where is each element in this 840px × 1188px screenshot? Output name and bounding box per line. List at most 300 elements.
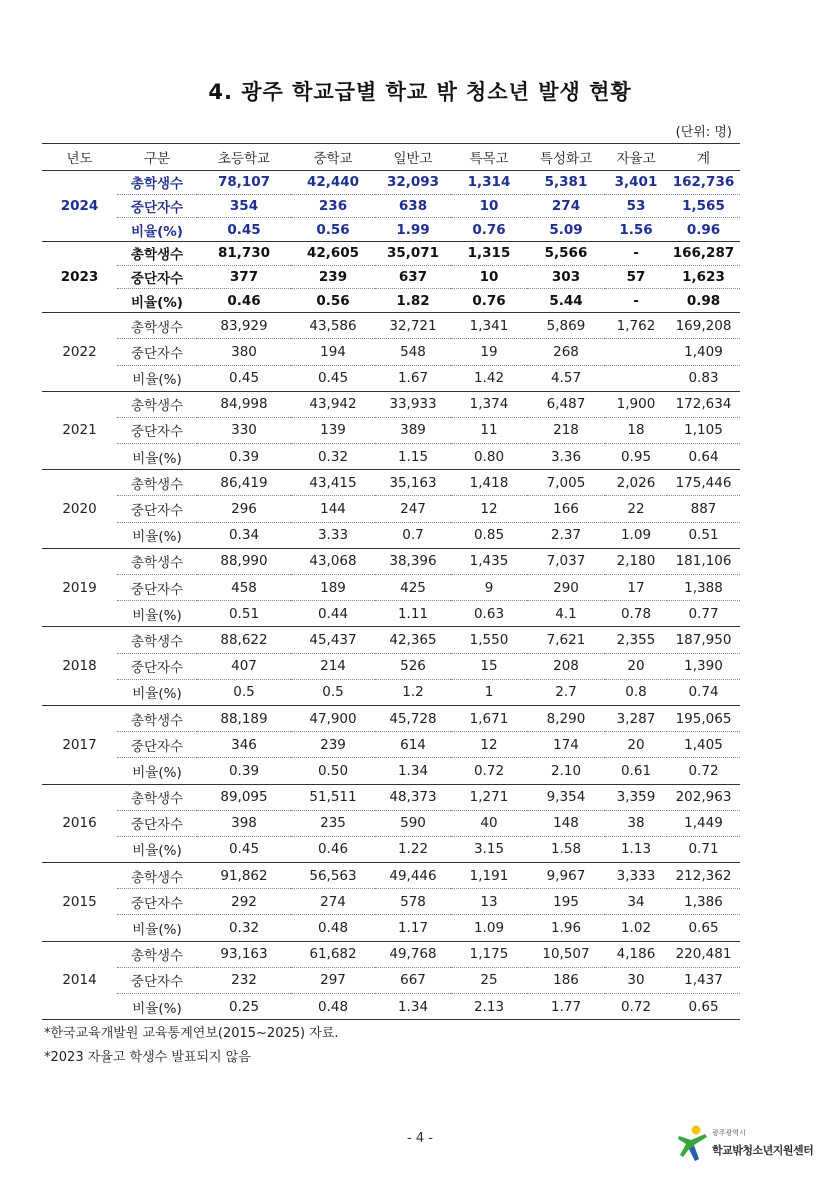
cell-middle: 0.48: [291, 994, 375, 1020]
table-row: [42, 242, 740, 266]
year-cell: 2022: [42, 313, 117, 392]
year-group-2018: [42, 627, 740, 706]
header-special-purpose-high: 특목고: [451, 144, 527, 171]
unit-label: (단위: 명): [675, 125, 732, 140]
cell-autonomous-high: 20: [605, 732, 667, 758]
cell-special-purpose-high: 9: [451, 575, 527, 601]
cell-elementary: 330: [197, 417, 291, 443]
cell-elementary: 0.32: [197, 915, 291, 941]
year-group-2016: [42, 784, 740, 863]
cell-general-high: 578: [375, 889, 451, 915]
cell-special-purpose-high: 1,418: [451, 470, 527, 496]
cell-middle: 0.5: [291, 679, 375, 705]
cell-general-high: 35,163: [375, 470, 451, 496]
row-label-dropouts: 중단자수: [117, 265, 197, 289]
row-label-ratio: 비율(%): [117, 365, 197, 391]
header-year: 년도: [42, 144, 117, 171]
cell-autonomous-high: 0.78: [605, 601, 667, 627]
row-label-ratio: 비율(%): [117, 679, 197, 705]
cell-general-high: 1.82: [375, 289, 451, 313]
cell-special-purpose-high: 0.63: [451, 601, 527, 627]
cell-elementary: 91,862: [197, 863, 291, 889]
cell-total: 181,106: [667, 548, 740, 574]
cell-vocational-high: 4.1: [527, 601, 605, 627]
cell-total: 1,105: [667, 417, 740, 443]
table-row: [42, 732, 740, 758]
cell-elementary: 0.51: [197, 601, 291, 627]
cell-total: 0.65: [667, 994, 740, 1020]
cell-vocational-high: 7,621: [527, 627, 605, 653]
row-label-total-students: 총학생수: [117, 784, 197, 810]
cell-special-purpose-high: 1,271: [451, 784, 527, 810]
cell-special-purpose-high: 12: [451, 732, 527, 758]
cell-middle: 43,068: [291, 548, 375, 574]
cell-autonomous-high: -: [605, 289, 667, 313]
table-row: [42, 627, 740, 653]
row-label-total-students: 총학생수: [117, 863, 197, 889]
cell-vocational-high: 208: [527, 653, 605, 679]
year-cell: 2020: [42, 470, 117, 549]
cell-autonomous-high: 3,401: [605, 171, 667, 195]
cell-general-high: 42,365: [375, 627, 451, 653]
center-logo: [676, 1122, 816, 1166]
cell-autonomous-high: 17: [605, 575, 667, 601]
table-row: [42, 313, 740, 339]
cell-total: 1,405: [667, 732, 740, 758]
header-general-high: 일반고: [375, 144, 451, 171]
footnote-source: *한국교육개발원 교육통계연보(2015~2025) 자료.: [44, 1026, 339, 1041]
cell-special-purpose-high: 1.42: [451, 365, 527, 391]
cell-middle: 144: [291, 496, 375, 522]
cell-middle: 0.56: [291, 289, 375, 313]
row-label-total-students: 총학생수: [117, 941, 197, 967]
year-group-2020: [42, 470, 740, 549]
cell-vocational-high: 268: [527, 339, 605, 365]
cell-special-purpose-high: 1.09: [451, 915, 527, 941]
cell-elementary: 380: [197, 339, 291, 365]
cell-total: 887: [667, 496, 740, 522]
cell-middle: 61,682: [291, 941, 375, 967]
cell-middle: 0.48: [291, 915, 375, 941]
cell-total: 0.96: [667, 218, 740, 242]
cell-middle: 239: [291, 732, 375, 758]
dropout-stats-table: [42, 143, 740, 1020]
cell-middle: 139: [291, 417, 375, 443]
row-label-ratio: 비율(%): [117, 289, 197, 313]
cell-vocational-high: 195: [527, 889, 605, 915]
cell-general-high: 637: [375, 265, 451, 289]
cell-total: 172,634: [667, 391, 740, 417]
cell-vocational-high: 303: [527, 265, 605, 289]
cell-special-purpose-high: 12: [451, 496, 527, 522]
cell-general-high: 526: [375, 653, 451, 679]
cell-vocational-high: 5,381: [527, 171, 605, 195]
cell-autonomous-high: 0.72: [605, 994, 667, 1020]
cell-middle: 56,563: [291, 863, 375, 889]
cell-autonomous-high: 38: [605, 810, 667, 836]
table-row: [42, 218, 740, 242]
row-label-ratio: 비율(%): [117, 915, 197, 941]
row-label-ratio: 비율(%): [117, 836, 197, 862]
cell-middle: 239: [291, 265, 375, 289]
cell-elementary: 354: [197, 194, 291, 218]
table-row: [42, 863, 740, 889]
table-row: [42, 836, 740, 862]
cell-autonomous-high: 1.09: [605, 522, 667, 548]
cell-total: 1,390: [667, 653, 740, 679]
cell-vocational-high: 166: [527, 496, 605, 522]
cell-total: 169,208: [667, 313, 740, 339]
cell-middle: 0.44: [291, 601, 375, 627]
row-label-total-students: 총학생수: [117, 705, 197, 731]
cell-vocational-high: 174: [527, 732, 605, 758]
cell-general-high: 32,721: [375, 313, 451, 339]
cell-special-purpose-high: 11: [451, 417, 527, 443]
cell-elementary: 0.45: [197, 365, 291, 391]
table-row: [42, 758, 740, 784]
cell-vocational-high: 5.09: [527, 218, 605, 242]
cell-elementary: 78,107: [197, 171, 291, 195]
cell-total: 0.65: [667, 915, 740, 941]
cell-autonomous-high: 30: [605, 967, 667, 993]
cell-total: 1,623: [667, 265, 740, 289]
table-row: [42, 915, 740, 941]
year-group-2014: [42, 941, 740, 1020]
cell-autonomous-high: 4,186: [605, 941, 667, 967]
year-cell: 2014: [42, 941, 117, 1020]
cell-general-high: 35,071: [375, 242, 451, 266]
cell-special-purpose-high: 0.80: [451, 444, 527, 470]
row-label-dropouts: 중단자수: [117, 967, 197, 993]
page-number: - 4 -: [407, 1131, 433, 1146]
cell-total: 195,065: [667, 705, 740, 731]
row-label-dropouts: 중단자수: [117, 889, 197, 915]
cell-vocational-high: 6,487: [527, 391, 605, 417]
row-label-total-students: 총학생수: [117, 548, 197, 574]
cell-total: 1,409: [667, 339, 740, 365]
runner-icon: [676, 1124, 710, 1164]
cell-general-high: 1.22: [375, 836, 451, 862]
year-group-2024: [42, 171, 740, 242]
cell-vocational-high: 7,005: [527, 470, 605, 496]
cell-elementary: 88,189: [197, 705, 291, 731]
cell-autonomous-high: 34: [605, 889, 667, 915]
row-label-total-students: 총학생수: [117, 171, 197, 195]
table-row: [42, 941, 740, 967]
cell-general-high: 0.7: [375, 522, 451, 548]
cell-elementary: 398: [197, 810, 291, 836]
year-group-2023: [42, 242, 740, 313]
page-title: 4. 광주 학교급별 학교 밖 청소년 발생 현황: [208, 80, 632, 104]
cell-vocational-high: 290: [527, 575, 605, 601]
row-label-dropouts: 중단자수: [117, 810, 197, 836]
header-middle: 중학교: [291, 144, 375, 171]
table-row: [42, 679, 740, 705]
cell-vocational-high: 2.37: [527, 522, 605, 548]
table-row: [42, 339, 740, 365]
cell-special-purpose-high: 40: [451, 810, 527, 836]
header-total: 계: [667, 144, 740, 171]
cell-middle: 235: [291, 810, 375, 836]
cell-autonomous-high: 1.13: [605, 836, 667, 862]
table-row: [42, 784, 740, 810]
cell-elementary: 86,419: [197, 470, 291, 496]
cell-total: 0.77: [667, 601, 740, 627]
cell-autonomous-high: 2,355: [605, 627, 667, 653]
cell-vocational-high: 5,566: [527, 242, 605, 266]
year-group-2021: [42, 391, 740, 470]
cell-middle: 43,942: [291, 391, 375, 417]
cell-total: 1,437: [667, 967, 740, 993]
cell-middle: 43,415: [291, 470, 375, 496]
cell-special-purpose-high: 13: [451, 889, 527, 915]
cell-middle: 194: [291, 339, 375, 365]
cell-total: 0.64: [667, 444, 740, 470]
table-row: [42, 889, 740, 915]
cell-elementary: 0.5: [197, 679, 291, 705]
cell-elementary: 0.39: [197, 444, 291, 470]
cell-elementary: 232: [197, 967, 291, 993]
header-autonomous-high: 자율고: [605, 144, 667, 171]
cell-general-high: 425: [375, 575, 451, 601]
cell-general-high: 48,373: [375, 784, 451, 810]
cell-total: 1,449: [667, 810, 740, 836]
cell-total: 0.83: [667, 365, 740, 391]
cell-general-high: 49,446: [375, 863, 451, 889]
row-label-total-students: 총학생수: [117, 313, 197, 339]
cell-general-high: 590: [375, 810, 451, 836]
cell-elementary: 346: [197, 732, 291, 758]
table-row: [42, 391, 740, 417]
cell-elementary: 81,730: [197, 242, 291, 266]
cell-autonomous-high: 3,359: [605, 784, 667, 810]
cell-middle: 51,511: [291, 784, 375, 810]
cell-middle: 45,437: [291, 627, 375, 653]
row-label-dropouts: 중단자수: [117, 732, 197, 758]
cell-middle: 0.45: [291, 365, 375, 391]
cell-middle: 0.50: [291, 758, 375, 784]
cell-middle: 0.56: [291, 218, 375, 242]
cell-vocational-high: 3.36: [527, 444, 605, 470]
cell-vocational-high: 9,354: [527, 784, 605, 810]
cell-elementary: 0.25: [197, 994, 291, 1020]
year-cell: 2023: [42, 242, 117, 313]
cell-autonomous-high: 57: [605, 265, 667, 289]
cell-total: 1,565: [667, 194, 740, 218]
row-label-ratio: 비율(%): [117, 994, 197, 1020]
header-category: 구분: [117, 144, 197, 171]
cell-vocational-high: 10,507: [527, 941, 605, 967]
cell-special-purpose-high: 25: [451, 967, 527, 993]
cell-special-purpose-high: 0.76: [451, 289, 527, 313]
cell-special-purpose-high: 0.85: [451, 522, 527, 548]
table-row: [42, 967, 740, 993]
cell-autonomous-high: 1.56: [605, 218, 667, 242]
cell-general-high: 1.17: [375, 915, 451, 941]
cell-special-purpose-high: 1,671: [451, 705, 527, 731]
cell-total: 1,388: [667, 575, 740, 601]
cell-general-high: 614: [375, 732, 451, 758]
cell-vocational-high: 1.77: [527, 994, 605, 1020]
cell-elementary: 84,998: [197, 391, 291, 417]
cell-autonomous-high: 53: [605, 194, 667, 218]
cell-vocational-high: 4.57: [527, 365, 605, 391]
cell-special-purpose-high: 1,175: [451, 941, 527, 967]
cell-vocational-high: 218: [527, 417, 605, 443]
cell-special-purpose-high: 2.13: [451, 994, 527, 1020]
cell-general-high: 1.15: [375, 444, 451, 470]
cell-special-purpose-high: 3.15: [451, 836, 527, 862]
cell-special-purpose-high: 10: [451, 265, 527, 289]
cell-autonomous-high: 18: [605, 417, 667, 443]
row-label-ratio: 비율(%): [117, 522, 197, 548]
cell-general-high: 33,933: [375, 391, 451, 417]
cell-vocational-high: 9,967: [527, 863, 605, 889]
cell-vocational-high: 2.7: [527, 679, 605, 705]
cell-middle: 297: [291, 967, 375, 993]
cell-special-purpose-high: 1,374: [451, 391, 527, 417]
cell-elementary: 296: [197, 496, 291, 522]
cell-middle: 236: [291, 194, 375, 218]
cell-total: 0.71: [667, 836, 740, 862]
row-label-ratio: 비율(%): [117, 444, 197, 470]
cell-special-purpose-high: 1,191: [451, 863, 527, 889]
row-label-dropouts: 중단자수: [117, 575, 197, 601]
cell-elementary: 0.39: [197, 758, 291, 784]
year-group-2015: [42, 863, 740, 942]
table-row: [42, 417, 740, 443]
cell-special-purpose-high: 1,341: [451, 313, 527, 339]
cell-general-high: 1.34: [375, 994, 451, 1020]
cell-total: 1,386: [667, 889, 740, 915]
cell-middle: 3.33: [291, 522, 375, 548]
cell-elementary: 83,929: [197, 313, 291, 339]
cell-autonomous-high: -: [605, 242, 667, 266]
cell-elementary: 292: [197, 889, 291, 915]
row-label-dropouts: 중단자수: [117, 653, 197, 679]
cell-vocational-high: 5,869: [527, 313, 605, 339]
cell-autonomous-high: 1,762: [605, 313, 667, 339]
cell-elementary: 407: [197, 653, 291, 679]
cell-total: 162,736: [667, 171, 740, 195]
cell-elementary: 89,095: [197, 784, 291, 810]
table-row: [42, 705, 740, 731]
cell-total: 175,446: [667, 470, 740, 496]
cell-elementary: 458: [197, 575, 291, 601]
cell-autonomous-high: 22: [605, 496, 667, 522]
footnote-2023: *2023 자율고 학생수 발표되지 않음: [44, 1050, 251, 1065]
cell-general-high: 638: [375, 194, 451, 218]
row-label-dropouts: 중단자수: [117, 417, 197, 443]
cell-total: 0.72: [667, 758, 740, 784]
cell-elementary: 88,990: [197, 548, 291, 574]
cell-autonomous-high: 1,900: [605, 391, 667, 417]
cell-general-high: 667: [375, 967, 451, 993]
logo-org-name: 학교밖청소년지원센터: [712, 1144, 814, 1157]
cell-elementary: 377: [197, 265, 291, 289]
cell-vocational-high: 5.44: [527, 289, 605, 313]
table-row: [42, 289, 740, 313]
cell-autonomous-high: 0.8: [605, 679, 667, 705]
cell-general-high: 49,768: [375, 941, 451, 967]
row-label-total-students: 총학생수: [117, 242, 197, 266]
cell-middle: 0.46: [291, 836, 375, 862]
cell-middle: 47,900: [291, 705, 375, 731]
year-cell: 2015: [42, 863, 117, 942]
cell-general-high: 1.11: [375, 601, 451, 627]
year-cell: 2024: [42, 171, 117, 242]
table-row: [42, 365, 740, 391]
table-row: [42, 171, 740, 195]
row-label-total-students: 총학생수: [117, 627, 197, 653]
year-cell: 2021: [42, 391, 117, 470]
year-group-2017: [42, 705, 740, 784]
cell-autonomous-high: 2,180: [605, 548, 667, 574]
cell-general-high: 1.67: [375, 365, 451, 391]
cell-elementary: 0.45: [197, 218, 291, 242]
cell-special-purpose-high: 1: [451, 679, 527, 705]
year-cell: 2018: [42, 627, 117, 706]
year-cell: 2019: [42, 548, 117, 627]
cell-autonomous-high: 0.95: [605, 444, 667, 470]
cell-total: 202,963: [667, 784, 740, 810]
cell-autonomous-high: 0.61: [605, 758, 667, 784]
row-label-dropouts: 중단자수: [117, 496, 197, 522]
cell-special-purpose-high: 1,550: [451, 627, 527, 653]
table-row: [42, 601, 740, 627]
cell-special-purpose-high: 1,314: [451, 171, 527, 195]
cell-general-high: 1.34: [375, 758, 451, 784]
table-row: [42, 994, 740, 1020]
cell-autonomous-high: [605, 339, 667, 365]
cell-vocational-high: 186: [527, 967, 605, 993]
cell-general-high: 1.2: [375, 679, 451, 705]
cell-total: 0.98: [667, 289, 740, 313]
row-label-total-students: 총학생수: [117, 470, 197, 496]
cell-total: 166,287: [667, 242, 740, 266]
cell-vocational-high: 8,290: [527, 705, 605, 731]
cell-middle: 42,605: [291, 242, 375, 266]
cell-general-high: 247: [375, 496, 451, 522]
table-row: [42, 444, 740, 470]
cell-special-purpose-high: 1,435: [451, 548, 527, 574]
cell-general-high: 32,093: [375, 171, 451, 195]
cell-general-high: 45,728: [375, 705, 451, 731]
cell-total: 0.51: [667, 522, 740, 548]
row-label-ratio: 비율(%): [117, 218, 197, 242]
cell-elementary: 88,622: [197, 627, 291, 653]
cell-total: 187,950: [667, 627, 740, 653]
table-row: [42, 653, 740, 679]
cell-special-purpose-high: 1,315: [451, 242, 527, 266]
cell-vocational-high: 2.10: [527, 758, 605, 784]
cell-vocational-high: 7,037: [527, 548, 605, 574]
row-label-ratio: 비율(%): [117, 758, 197, 784]
header-elementary: 초등학교: [197, 144, 291, 171]
cell-middle: 0.32: [291, 444, 375, 470]
year-cell: 2017: [42, 705, 117, 784]
table-row: [42, 496, 740, 522]
cell-general-high: 38,396: [375, 548, 451, 574]
cell-autonomous-high: 2,026: [605, 470, 667, 496]
row-label-ratio: 비율(%): [117, 601, 197, 627]
row-label-dropouts: 중단자수: [117, 339, 197, 365]
table-row: [42, 548, 740, 574]
header-vocational-high: 특성화고: [527, 144, 605, 171]
cell-total: 212,362: [667, 863, 740, 889]
cell-general-high: 548: [375, 339, 451, 365]
cell-vocational-high: 1.96: [527, 915, 605, 941]
